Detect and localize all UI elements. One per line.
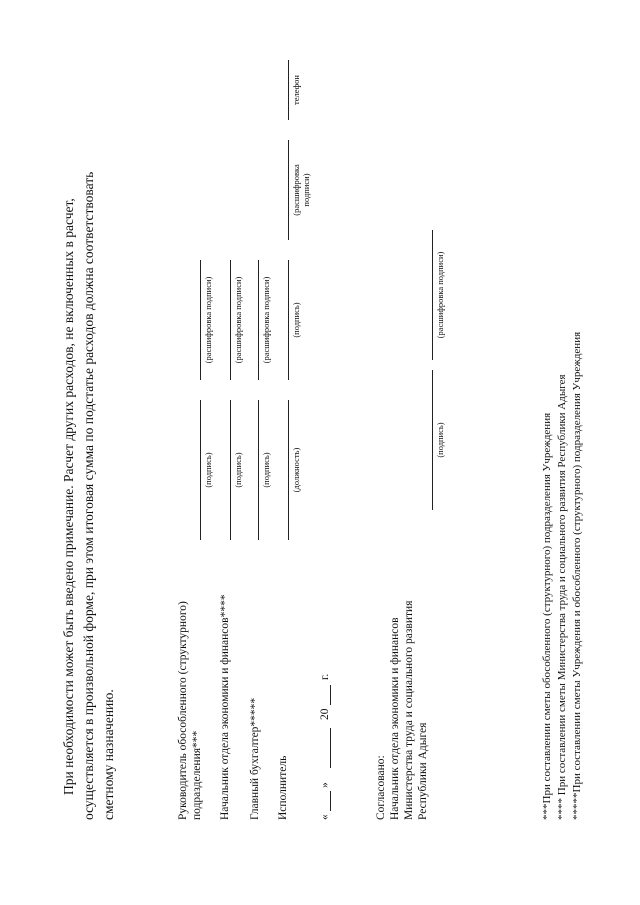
date-open-quote: «	[319, 814, 331, 820]
econ-signature-caption: (подпись)	[233, 452, 243, 488]
econ-label: Начальник отдела экономики и финансов****	[219, 594, 231, 820]
date-day-line	[330, 791, 331, 811]
date-close-quote: »	[319, 782, 331, 788]
approval-title: Согласовано:	[375, 755, 387, 820]
executor-decode-line	[288, 140, 289, 240]
head-signature-line	[200, 400, 201, 540]
approval-decode-caption: (расшифровка подписи)	[435, 251, 445, 339]
date-year-prefix: 20	[319, 708, 331, 720]
date-year-line	[330, 685, 331, 705]
accountant-label: Главный бухгалтер*****	[249, 697, 261, 820]
date-month-line	[330, 728, 331, 768]
approval-signature-line	[432, 370, 433, 510]
accountant-signature-line	[258, 400, 259, 540]
date-year-suffix: г.	[319, 673, 331, 680]
executor-position-line	[288, 400, 289, 540]
intro-line-1: При необходимости может быть введено примечание. Расчет других расходов, не включенных в расчет,	[61, 198, 76, 795]
executor-phone-line	[288, 60, 289, 120]
executor-decode-caption-1: (расшифровка	[291, 164, 301, 216]
footnote-2: **** При составлении сметы Министерства труда и социального развития Республики Адыгея	[556, 374, 568, 820]
approval-line-1: Начальник отдела экономики и финансов	[389, 617, 401, 820]
executor-label: Исполнитель	[277, 755, 289, 820]
executor-decode-caption-2: подписи)	[301, 173, 311, 207]
accountant-decode-caption: (расшифровка подписи)	[261, 276, 271, 364]
accountant-signature-caption: (подпись)	[261, 452, 271, 488]
head-decode-caption: (расшифровка подписи)	[203, 276, 213, 364]
intro-line-3: сметному назначению.	[101, 689, 116, 820]
footnote-1: ***При составлении сметы обособленного (структурного) подразделения Учреждения	[541, 412, 553, 820]
approval-line-2: Министерства труда и социального развития	[403, 600, 415, 820]
accountant-decode-line	[258, 260, 259, 380]
approval-line-3: Республики Адыгея	[417, 722, 429, 820]
head-label-line-1: Руководитель обособленного (структурного)	[177, 601, 189, 820]
executor-signature-line	[288, 260, 289, 380]
head-label-line-2: подразделения***	[191, 730, 203, 820]
intro-line-2: осуществляется в произвольной форме, при этом итоговая сумма по подстатье расходов должна соответствовать	[81, 171, 96, 820]
head-signature-caption: (подпись)	[203, 452, 213, 488]
footnote-3: *****При составлении сметы Учреждения и обособленного (структурного) подразделения Учреждения	[571, 331, 583, 820]
executor-phone-caption: телефон	[291, 75, 301, 105]
approval-decode-line	[432, 230, 433, 360]
executor-position-caption: (должность)	[291, 447, 301, 493]
econ-signature-line	[230, 400, 231, 540]
econ-decode-line	[230, 260, 231, 380]
head-decode-line	[200, 260, 201, 380]
econ-decode-caption: (расшифровка подписи)	[233, 276, 243, 364]
executor-signature-caption: (подпись)	[291, 302, 301, 338]
approval-signature-caption: (подпись)	[435, 422, 445, 458]
